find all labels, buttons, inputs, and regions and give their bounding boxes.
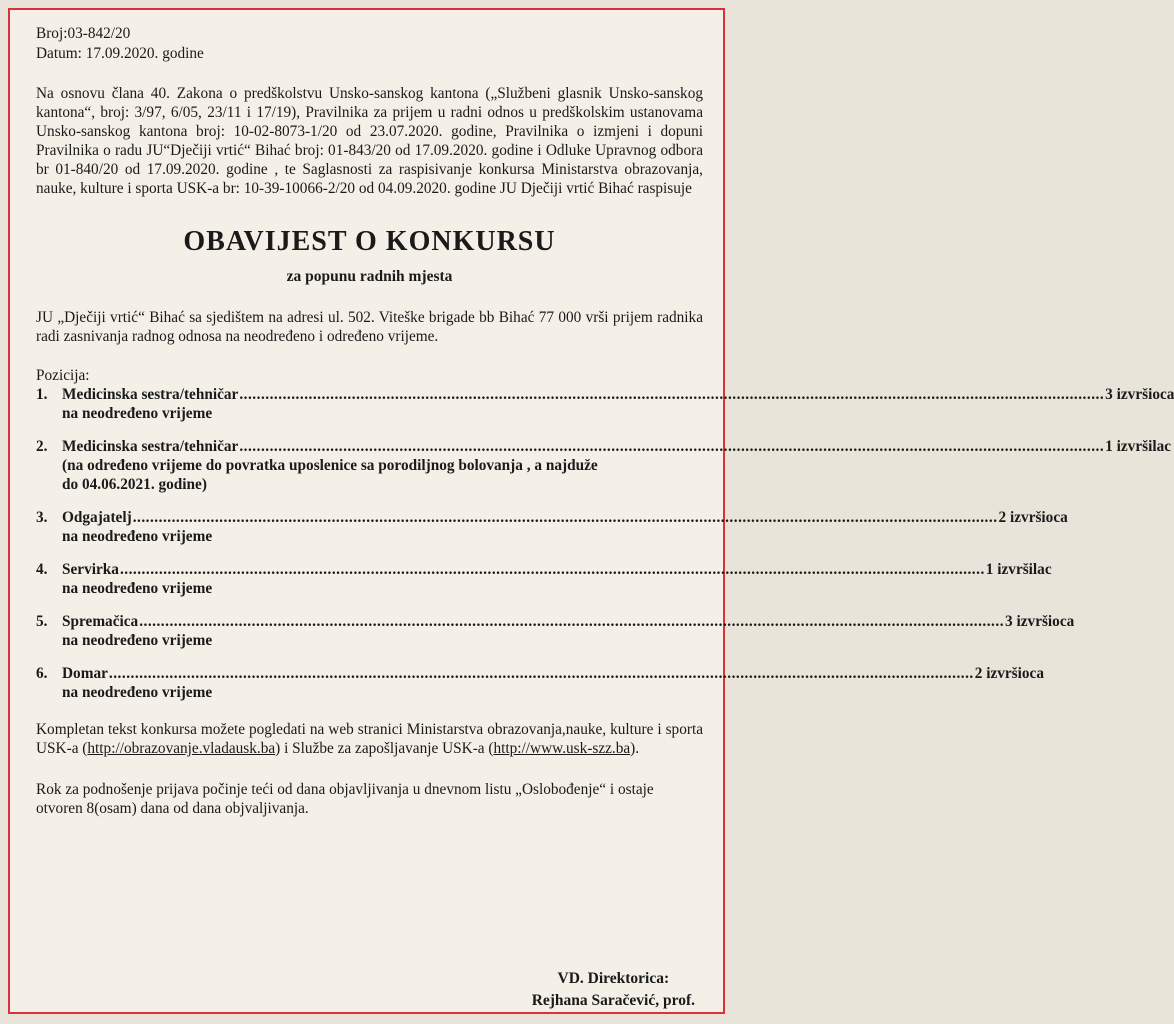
position-term: na neodređeno vrijeme [62, 684, 213, 701]
position-item [36, 385, 1174, 423]
signature-role: VD. Direktorica: [557, 970, 670, 987]
position-term: na neodređeno vrijeme [62, 528, 213, 545]
position-item [36, 508, 1068, 546]
leader-dots: ........................................................................................................................................................................................................ [239, 438, 1105, 455]
deadline-paragraph: Rok za podnošenje prijava počinje teći od dana objavljivanja u dnevnom listu „Oslobođenje“ i ostaje otvoren 8(osam) dana od dana objvaljivanja. [36, 781, 654, 817]
signature-block [532, 968, 695, 1012]
document-number: Broj:03-842/20 [36, 25, 131, 42]
position-number: 3. [36, 509, 48, 526]
position-name: Spremačica [62, 613, 139, 630]
position-item [36, 437, 1172, 494]
position-item [36, 560, 1052, 598]
leader-dots: ........................................................................................................................................................................................................ [119, 561, 985, 578]
leader-dots: ........................................................................................................................................................................................................ [139, 613, 1005, 630]
announcement-content [36, 24, 1174, 818]
full-text-part-c: ). [630, 740, 640, 757]
position-number: 4. [36, 561, 48, 578]
position-number: 6. [36, 665, 48, 682]
document-date: Datum: 17.09.2020. godine [36, 45, 204, 62]
announcement-subtitle: za popunu radnih mjesta [286, 268, 453, 285]
position-note-line1: (na određeno vrijeme do povratka uposlenice sa porodiljnog bolovanja , a najduže [62, 457, 598, 474]
position-count: 2 izvršioca [998, 509, 1068, 526]
leader-dots: ........................................................................................................................................................................................................ [108, 665, 974, 682]
position-count: 3 izvršioca [1005, 613, 1075, 630]
position-item [36, 664, 1044, 702]
position-name: Servirka [62, 561, 119, 578]
position-term: na neodređeno vrijeme [62, 405, 213, 422]
announcement-title: OBAVIJEST O KONKURSU [183, 226, 556, 257]
leader-dots: ........................................................................................................................................................................................................ [132, 509, 998, 526]
full-text-part-a: Kompletan tekst konkursa možete pogledati na web stranici Ministarstva obrazovanja,nauke, kulture i sporta USK-a ( [36, 721, 703, 757]
leader-dots: ........................................................................................................................................................................................................ [239, 386, 1105, 403]
full-text-part-b: ) i Službe za zapošljavanje USK-a ( [275, 740, 494, 757]
position-name: Domar [62, 665, 108, 682]
preamble-paragraph: Na osnovu člana 40. Zakona o predškolstvu Unsko-sanskog kantona („Službeni glasnik Unsko-sanskog kantona“, broj: 3/97, 6/05, 23/11 i 17/19), Pravilnika za prijem u radni odnos u predškolskim ustanovama Unsko-sanskog kantona broj: 10-02-8073-1/20 od 23.07.2020. godine, Pravilnika o izmjeni i dopuni Pravilnika o radu JU“Dječiji vrtić“ Bihać broj: 01-843/20 od 17.09.2020. godine i Odluke Upravnog odbora br 01-840/20 od 17.09.2020. godine , te Saglasnosti za raspisivanje konkursa Ministarstva obrazovanja, nauke, kulture i sporta USK-a br: 10-39-10066-2/20 od 04.09.2020. godine JU Dječiji vrtić Bihać raspisuje [36, 85, 703, 197]
position-note-line2: do 04.06.2021. godine) [62, 476, 207, 493]
position-term [36, 456, 703, 494]
full-text-paragraph [36, 720, 703, 758]
position-item [36, 612, 1075, 650]
position-term: na neodređeno vrijeme [62, 580, 213, 597]
position-number: 2. [36, 438, 48, 455]
positions-list [36, 385, 1174, 702]
announcement-frame [8, 8, 1174, 1014]
position-term: na neodređeno vrijeme [62, 632, 213, 649]
position-count: 1 izvršilac [985, 561, 1052, 578]
position-count: 3 izvršioca [1105, 386, 1174, 403]
position-count: 1 izvršilac [1105, 438, 1172, 455]
position-number: 5. [36, 613, 48, 630]
ministry-link[interactable]: http://obrazovanje.vladausk.ba [87, 740, 276, 757]
position-name: Medicinska sestra/tehničar [62, 386, 239, 403]
position-number: 1. [36, 386, 48, 403]
position-name: Odgajatelj [62, 509, 132, 526]
intro-paragraph: JU „Dječiji vrtić“ Bihać sa sjedištem na adresi ul. 502. Viteške brigade bb Bihać 77 000 vrši prijem radnika radi zasnivanja radnog odnosa na neodređeno i određeno vrijeme. [36, 309, 703, 345]
employment-service-link[interactable]: http://www.usk-szz.ba [493, 740, 631, 757]
document-header [36, 24, 703, 64]
signature-name: Rejhana Saračević, prof. [531, 992, 695, 1009]
positions-label: Pozicija: [36, 367, 90, 384]
position-count: 2 izvršioca [974, 665, 1044, 682]
position-name: Medicinska sestra/tehničar [62, 438, 239, 455]
